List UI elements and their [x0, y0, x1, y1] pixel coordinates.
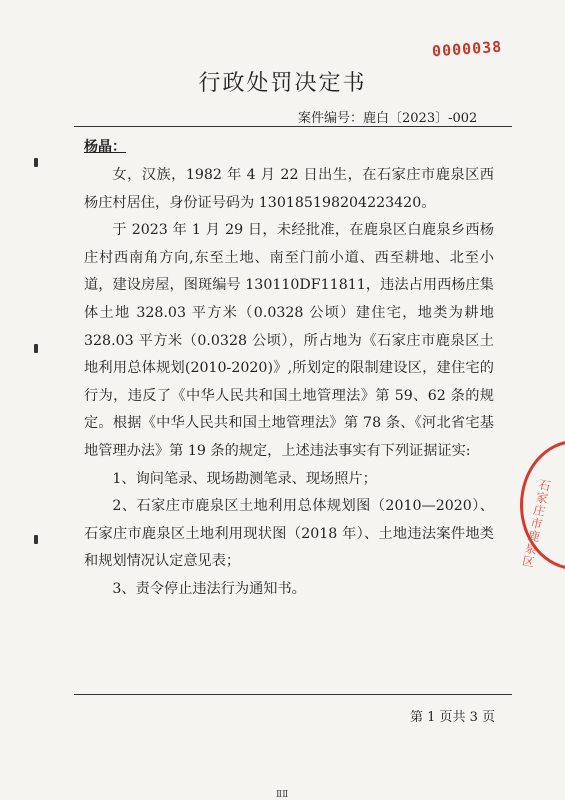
evidence-item: 1、询问笔录、现场勘测笔录、现场照片；: [112, 470, 377, 487]
addressee: 杨晶：: [84, 139, 126, 155]
binding-hole-mark: [34, 535, 38, 544]
binding-hole-mark: [34, 344, 38, 353]
evidence-item: 3、责令停止违法行为通知书。: [112, 580, 306, 597]
header-divider: [74, 126, 512, 127]
case-number: 案件编号：鹿白〔2023〕-002: [298, 111, 478, 126]
document-title: 行政处罚决定书: [198, 71, 367, 96]
binding-hole-mark: [34, 158, 38, 167]
document-body: [84, 162, 494, 604]
paragraph-personal-info: 女，汉族，1982 年 4 月 22 日出生，在石家庄市鹿泉区西杨庄村居住，身份证号码为 130185198204223420。: [84, 167, 494, 211]
paragraph-violation-facts: 于 2023 年 1 月 29 日，未经批准，在鹿泉区白鹿泉乡西杨庄村西南角方向,东至土地、南至门前小道、西至耕地、北至小道，建设房屋，图斑编号 130110DF11811，违法占用西杨庄集体土地 328.03 平方米（0.0328 公顷）建住宅，地类为耕地 328.03 平方米（0.0328 公顷），所占地为《石家庄市鹿泉区土地利用总体规划(2010-2020)》,所划定的限制建设区，建住宅的行为，违反了《中华人民共和国土地管理法》第 59、62 条的规定。根据《中华人民共和国土地管理法》第 78 条、《河北省宅基地管理办法》第 19 条的规定，上述违法事实有下列证据证实:: [84, 222, 494, 459]
official-seal-text: 石家庄市鹿泉区: [519, 477, 553, 570]
serial-number: 0000038: [431, 37, 503, 61]
footer-divider: [74, 694, 512, 695]
evidence-item: 2、石家庄市鹿泉区土地利用总体规划图（2010—2020）、石家庄市鹿泉区土地利用现状图（2018 年）、土地违法案件地类和规划情况认定意见表；: [84, 498, 494, 570]
page-number: 第 1 页共 3 页: [410, 710, 496, 725]
footer-mark: ⅡⅡ: [276, 790, 289, 800]
